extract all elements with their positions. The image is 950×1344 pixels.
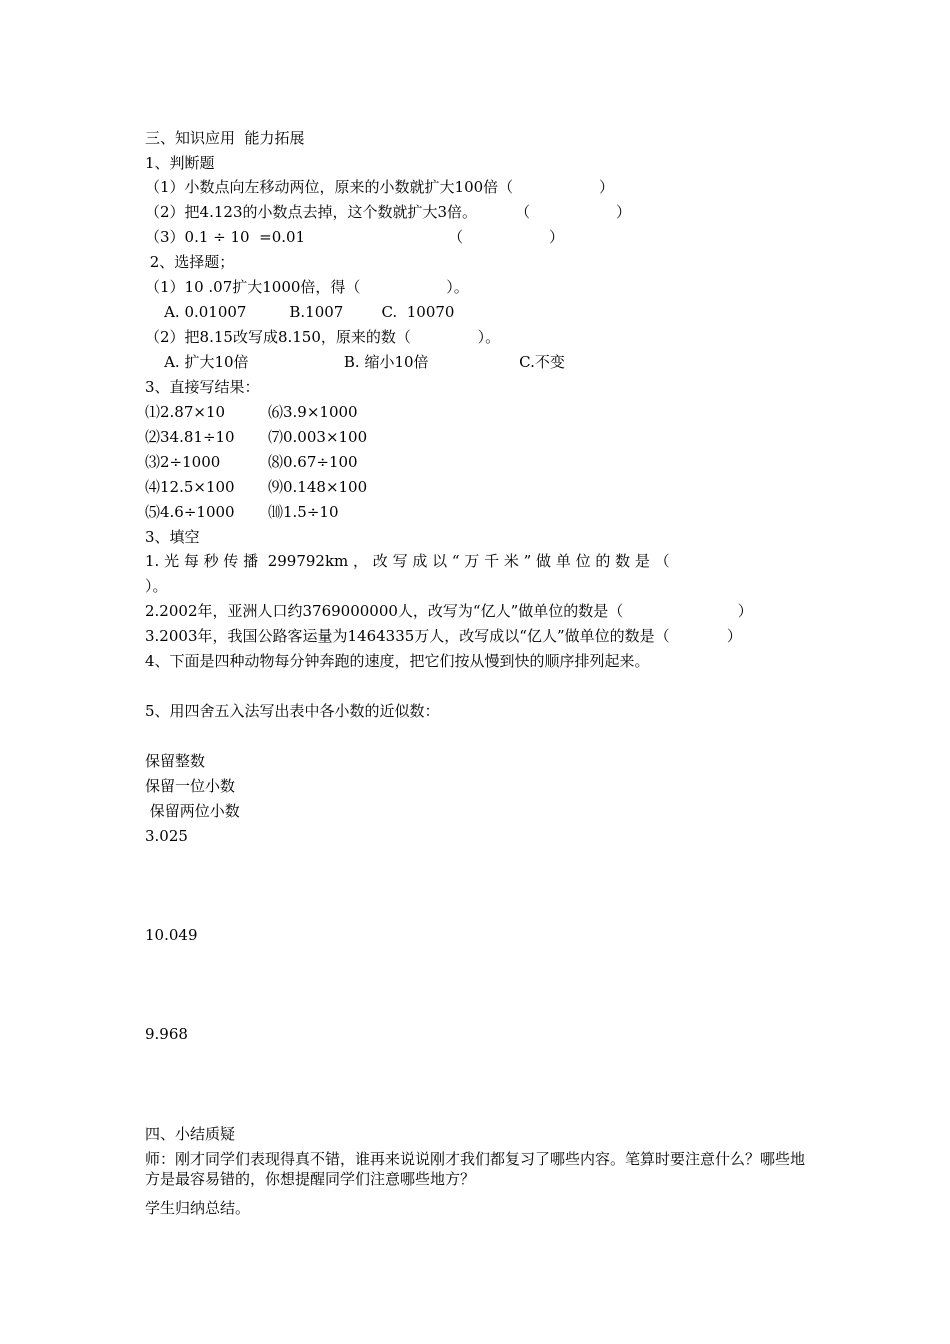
q3-row-5-right: ⑽1.5÷10 (268, 503, 339, 521)
q3-row-5-left: ⑸4.6÷1000 (145, 503, 235, 521)
q3-row-3-right: ⑻0.67÷100 (268, 453, 358, 471)
section4-title: 四、小结质疑 (145, 1125, 236, 1143)
table-value-2: 10.049 (145, 926, 198, 944)
q2-item-2: （2）把8.15改写成8.150，原来的数（ ）。 (145, 328, 501, 346)
q4-item-1-cont: ）。 (145, 577, 168, 595)
section4-summary: 学生归纳总结。 (145, 1199, 251, 1217)
q1-item-3: （3）0.1 ÷ 10 =0.01 （ ） (145, 228, 564, 246)
q1-item-1: （1）小数点向左移动两位，原来的小数就扩大100倍（ ） (145, 178, 615, 196)
q3-row-4-right: ⑼0.148×100 (268, 478, 368, 496)
table-header-two-decimals: 保留两位小数 (145, 802, 240, 820)
q3-row-2-right: ⑺0.003×100 (268, 428, 368, 446)
q4-item-2: 2.2002年，亚洲人口约3769000000人，改写为“亿人”做单位的数是（ ） (145, 602, 753, 620)
table-value-1: 3.025 (145, 827, 188, 845)
section4-paragraph: 师：刚才同学们表现得真不错，谁再来说说刚才我们都复习了哪些内容。笔算时要注意什么？哪些地方是最容易错的，你想提醒同学们注意哪些地方？ (145, 1150, 806, 1188)
q6-title: 5、用四舍五入法写出表中各小数的近似数： (145, 702, 440, 720)
q2-item-1: （1）10 .07扩大1000倍，得（ ）。 (145, 278, 469, 296)
q4-item-3: 3.2003年，我国公路客运量为1464335万人，改写成以“亿人”做单位的数是（ ） (145, 627, 742, 645)
q3-row-1-right: ⑹3.9×1000 (268, 403, 358, 421)
q4-title: 3、填空 (145, 528, 200, 546)
q5-title: 4、下面是四种动物每分钟奔跑的速度，把它们按从慢到快的顺序排列起来。 (145, 652, 650, 670)
q1-title: 1、判断题 (145, 154, 215, 172)
q3-title: 3、直接写结果： (145, 378, 260, 396)
q3-row-2-left: ⑵34.81÷10 (145, 428, 235, 446)
table-value-3: 9.968 (145, 1025, 188, 1043)
q3-row-1-left: ⑴2.87×10 (145, 403, 226, 421)
q1-item-2: （2）把4.123的小数点去掉，这个数就扩大3倍。 （ ） (145, 203, 632, 221)
q3-row-3-left: ⑶2÷1000 (145, 453, 221, 471)
q3-row-4-left: ⑷12.5×100 (145, 478, 235, 496)
section3-title: 三、知识应用 能力拓展 (145, 129, 305, 147)
table-header-one-decimal: 保留一位小数 (145, 777, 236, 795)
q2-item-2-options: A. 扩大10倍 B. 缩小10倍 C.不变 (145, 353, 565, 371)
q2-title: 2、选择题； (145, 253, 235, 271)
table-header-integer: 保留整数 (145, 752, 206, 770)
q2-item-1-options: A. 0.01007 B.1007 C. 10070 (145, 303, 455, 321)
q4-item-1: 1. 光 每 秒 传 播 299792km ， 改 写 成 以 “ 万 千 米 ” 做 单 位 的 数 是 （ (145, 552, 670, 570)
